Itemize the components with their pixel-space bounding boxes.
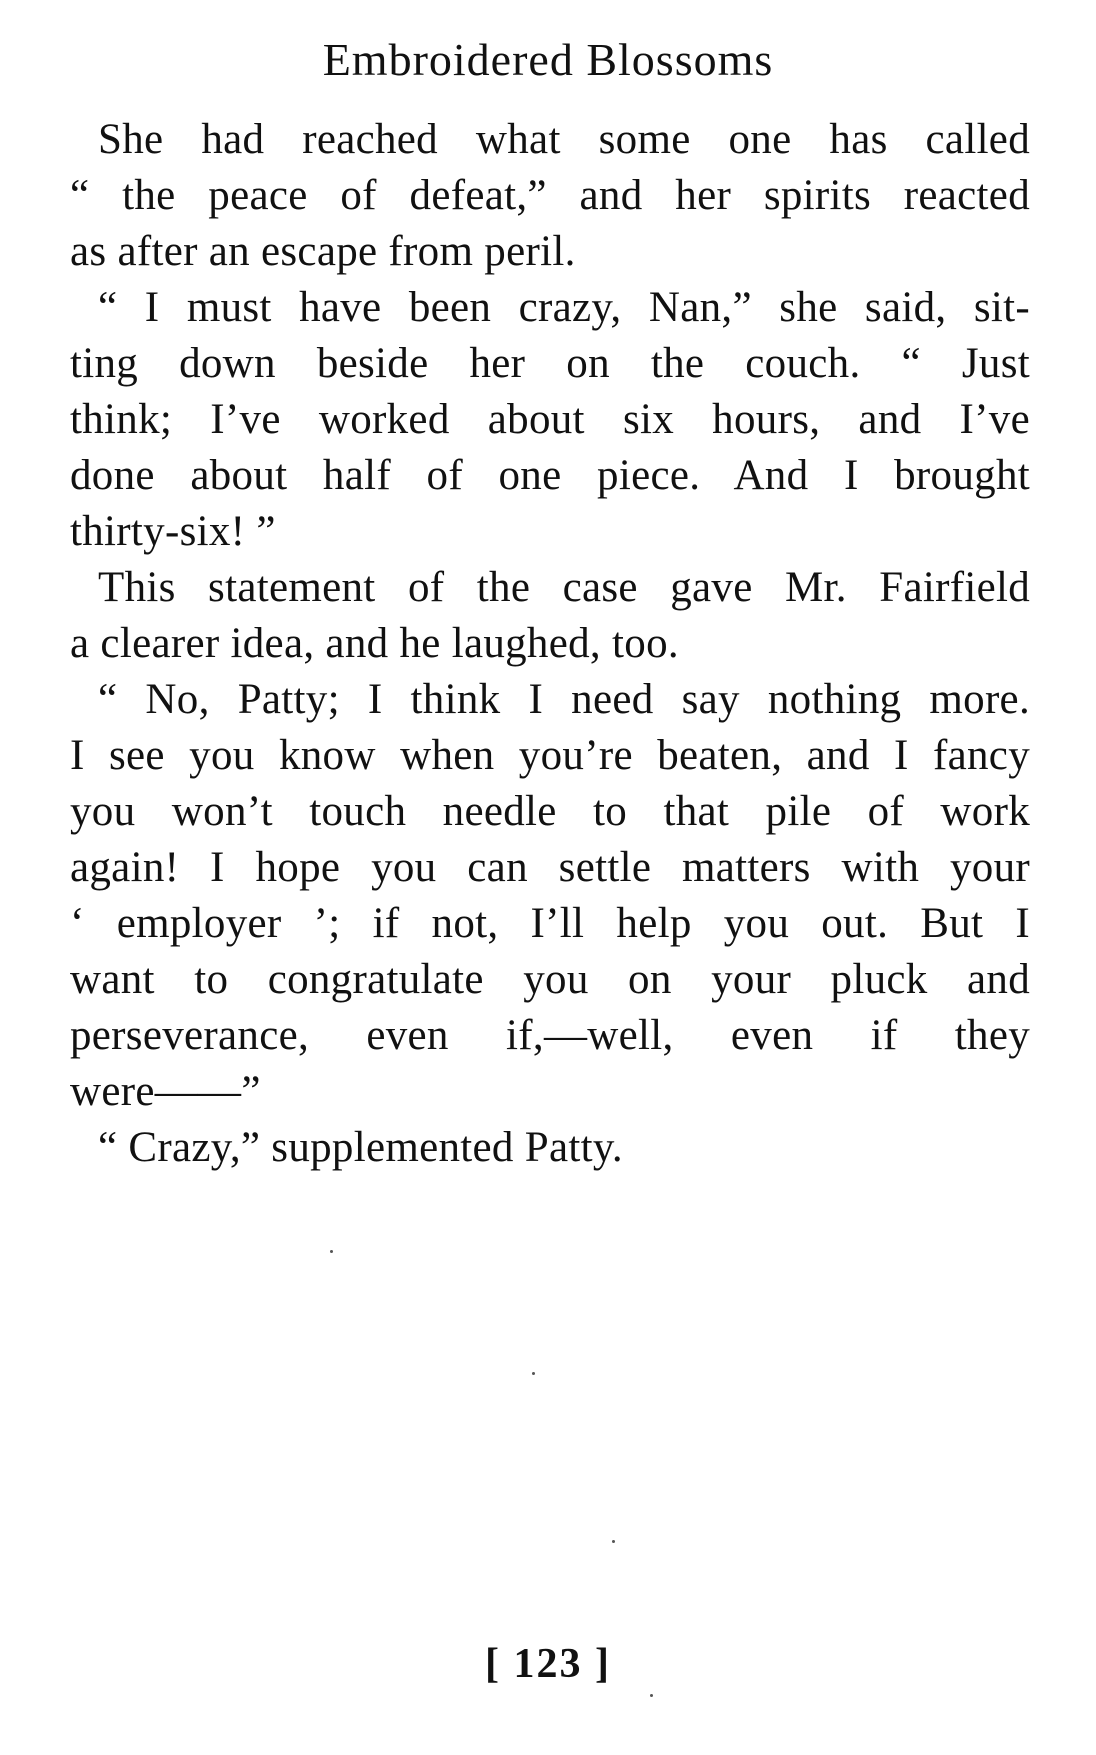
text-line: I see you know when you’re beaten, and I fancy: [70, 732, 1030, 779]
paper-speck: [650, 1694, 653, 1697]
text-line: done about half of one piece. And I brought: [70, 452, 1030, 499]
text-line: want to congratulate you on your pluck and: [70, 956, 1030, 1003]
text-line: ‘ employer ’; if not, I’ll help you out. But I: [70, 900, 1030, 947]
text-line: “ No, Patty; I think I need say nothing more.: [98, 676, 1030, 723]
text-line: ting down beside her on the couch. “ Just: [70, 340, 1030, 387]
text-line: She had reached what some one has called: [98, 116, 1030, 163]
text-line: “ I must have been crazy, Nan,” she said, sit-: [98, 284, 1030, 331]
running-head: Embroidered Blossoms: [322, 34, 774, 85]
paper-speck: [330, 1250, 333, 1253]
paper-speck: [612, 1540, 615, 1543]
page-number: [ 123 ]: [485, 1641, 611, 1687]
paper-speck: [532, 1372, 535, 1375]
text-line: a clearer idea, and he laughed, too.: [70, 620, 679, 667]
text-line: “ Crazy,” supplemented Patty.: [98, 1124, 623, 1171]
text-line: again! I hope you can settle matters with your: [70, 844, 1030, 891]
text-line: perseverance, even if,—well, even if they: [70, 1012, 1030, 1059]
text-line: thirty-six! ”: [70, 508, 276, 555]
text-line: This statement of the case gave Mr. Fairfield: [98, 564, 1030, 611]
text-line: were——”: [70, 1068, 261, 1115]
text-line: as after an escape from peril.: [70, 228, 576, 275]
body-text: [70, 112, 1030, 1176]
text-line: think; I’ve worked about six hours, and I’ve: [70, 396, 1030, 443]
text-line: “ the peace of defeat,” and her spirits reacted: [70, 172, 1030, 219]
text-line: you won’t touch needle to that pile of work: [70, 788, 1030, 835]
